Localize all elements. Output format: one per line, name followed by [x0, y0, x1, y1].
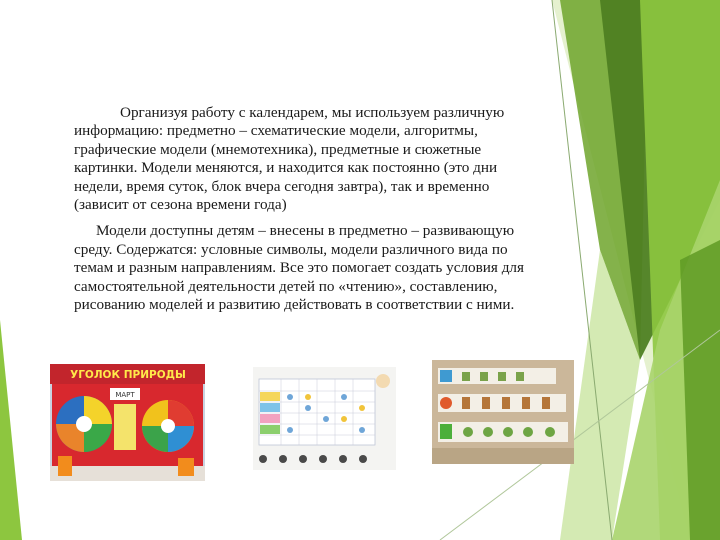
paragraph-1: Организуя работу с календарем, мы используем различную информацию: предметно – схематические модели, алгоритмы, графические модели (мнемотехника), предметные и сюжетные картинки. Модели меняются, и находится как постоянно (это дни недели, время суток, блок вчера сегодня завтра), так и временно (зависит от сезона времени года): [74, 104, 505, 214]
season-wheel-right: [142, 400, 194, 452]
photo-1-card-text: МАРТ: [115, 391, 135, 399]
season-wheel-left: [56, 396, 112, 452]
photo-nature-corner: [50, 364, 205, 481]
paragraph-2: Модели доступны детям – внесены в предметно – развивающую среду. Содержатся: условные символы, модели различного вида по темам и разным направлениям. Все это помогает создать условия для самостоятельной деятельности детей по «чтению», составлению, рисованию моделей и развитию действовать в соответствии с ними.: [74, 222, 524, 314]
photo-model-cards: [432, 360, 574, 464]
photo-weather-calendar: [253, 367, 396, 470]
deco-left-strip: [0, 320, 22, 540]
slide-text: [74, 104, 544, 314]
photo-1-sign-text: УГОЛОК ПРИРОДЫ: [70, 369, 186, 381]
